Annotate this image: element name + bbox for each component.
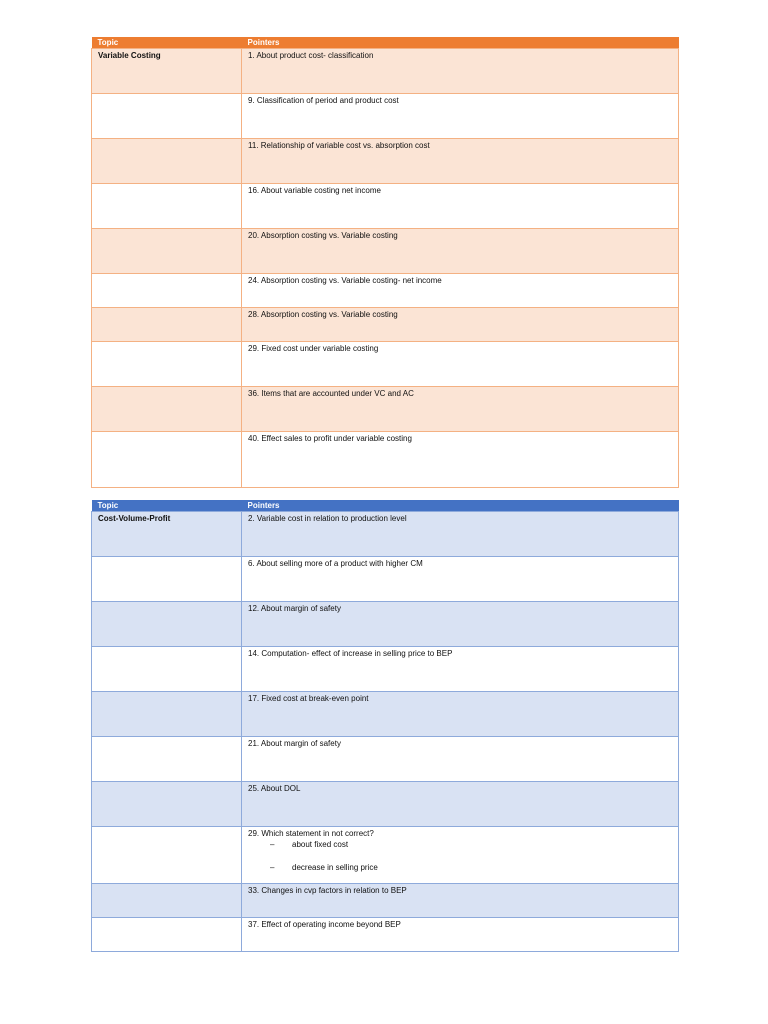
topic-cell-empty (92, 827, 242, 884)
pointer-cell: 20. Absorption costing vs. Variable costing (242, 229, 679, 274)
subitem-list (248, 839, 672, 873)
table-row (92, 308, 679, 342)
table-row (92, 139, 679, 184)
table-row (92, 557, 679, 602)
pointer-cell: 29. Fixed cost under variable costing (242, 342, 679, 387)
table-row (92, 94, 679, 139)
pointer-cell: 16. About variable costing net income (242, 184, 679, 229)
topic-cell: Cost-Volume-Profit (92, 512, 242, 557)
table-row (92, 782, 679, 827)
table-row (92, 274, 679, 308)
subitem-text: about fixed cost (292, 840, 349, 849)
table-row (92, 602, 679, 647)
table-row (92, 387, 679, 432)
topic-cell-empty (92, 342, 242, 387)
pointer-cell: 2. Variable cost in relation to production level (242, 512, 679, 557)
topic-cell: Variable Costing (92, 49, 242, 94)
table-row (92, 737, 679, 782)
topic-cell-empty (92, 229, 242, 274)
pointer-text: 29. Which statement in not correct? (248, 829, 374, 838)
topic-cell-empty (92, 647, 242, 692)
table-row (92, 647, 679, 692)
topic-cell-empty (92, 918, 242, 952)
pointer-cell: 21. About margin of safety (242, 737, 679, 782)
pointer-cell: 6. About selling more of a product with higher CM (242, 557, 679, 602)
pointer-cell-with-subitems (242, 827, 679, 884)
topic-cell-empty (92, 602, 242, 647)
pointer-cell: 33. Changes in cvp factors in relation to BEP (242, 884, 679, 918)
dash-bullet: – (270, 863, 275, 872)
pointer-cell: 28. Absorption costing vs. Variable costing (242, 308, 679, 342)
pointer-cell: 9. Classification of period and product cost (242, 94, 679, 139)
pointer-cell: 11. Relationship of variable cost vs. absorption cost (242, 139, 679, 184)
table-row (92, 884, 679, 918)
pointer-cell: 17. Fixed cost at break-even point (242, 692, 679, 737)
topic-cell-empty (92, 184, 242, 229)
list-item (270, 862, 672, 873)
pointers-header: Pointers (242, 37, 679, 49)
table-header-row (92, 37, 679, 49)
pointer-cell: 25. About DOL (242, 782, 679, 827)
topic-cell-empty (92, 557, 242, 602)
table-row (92, 432, 679, 488)
table-row (92, 342, 679, 387)
pointer-cell: 12. About margin of safety (242, 602, 679, 647)
cost-volume-profit-table (91, 500, 679, 952)
dash-bullet: – (270, 840, 275, 849)
topic-cell-empty (92, 432, 242, 488)
pointer-cell: 40. Effect sales to profit under variable costing (242, 432, 679, 488)
topic-cell-empty (92, 884, 242, 918)
topic-header: Topic (92, 500, 242, 512)
table-row (92, 184, 679, 229)
subitem-text: decrease in selling price (292, 863, 378, 872)
table-row (92, 512, 679, 557)
topic-cell-empty (92, 94, 242, 139)
pointer-cell: 14. Computation- effect of increase in selling price to BEP (242, 647, 679, 692)
table-row (92, 827, 679, 884)
table-row (92, 49, 679, 94)
topic-cell-empty (92, 274, 242, 308)
pointers-header: Pointers (242, 500, 679, 512)
topic-header: Topic (92, 37, 242, 49)
table-row (92, 918, 679, 952)
pointer-cell: 37. Effect of operating income beyond BEP (242, 918, 679, 952)
topic-cell-empty (92, 782, 242, 827)
variable-costing-table (91, 37, 679, 488)
list-item (270, 839, 672, 850)
pointer-cell: 1. About product cost- classification (242, 49, 679, 94)
topic-cell-empty (92, 692, 242, 737)
pointer-cell: 24. Absorption costing vs. Variable costing- net income (242, 274, 679, 308)
topic-cell-empty (92, 737, 242, 782)
topic-cell-empty (92, 308, 242, 342)
table-row (92, 229, 679, 274)
table-header-row (92, 500, 679, 512)
pointer-cell: 36. Items that are accounted under VC and AC (242, 387, 679, 432)
table-row (92, 692, 679, 737)
topic-cell-empty (92, 387, 242, 432)
topic-cell-empty (92, 139, 242, 184)
